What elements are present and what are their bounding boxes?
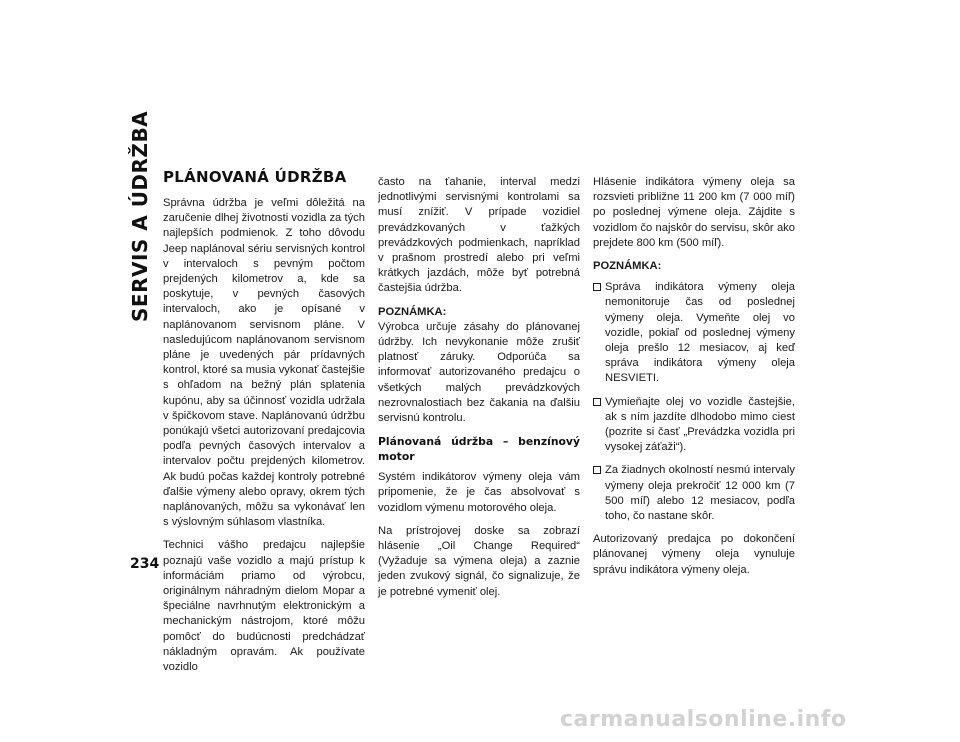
paragraph: Autorizovaný predajca po dokončení plánovanej výmeny oleja vynuluje správu indikátora výmeny oleja. — [593, 533, 795, 576]
paragraph: Hlásenie indikátora výmeny oleja sa rozsvieti približne 11 200 km (7 000 míľ) po poslednej výmene oleja. Zájdite s vozidlom čo najskôr do servisu, skôr ako prejdete 800 km (500 míľ). — [593, 176, 795, 249]
watermark: carmanualsonline.info — [560, 707, 847, 732]
paragraph: Správna údržba je veľmi dôležitá na zaručenie dlhej životnosti vozidla za tých najlepších podmienok. Z toho dôvodu Jeep naplánoval sériu servisných kontrol v intervaloch s pevným počtom prejdených kilometrov a, kde sa poskytuje, v pevných časových intervaloch, ako je opísané v naplánovanom servisnom pláne. V nasledujúcom naplánovanom servisnom pláne je uvedených pár prídavných kontrol, ktoré sa musia vykonať častejšie s ohľadom na bežný plán splatenia kupónu, aby sa účinnosť vozidla udržala v špičkovom stave. Naplánovanú údržbu ponúkajú všetci autorizovaní predajcovia podľa pevných časových intervalov a intervalov počtu prejdených kilometrov. Ak budú počas každej kontroly potrebné ďalšie výmeny alebo opravy, okrem tých naplánovaných, môžu sa vykonávať len s výslovným súhlasom vlastníka. — [163, 197, 365, 529]
note-text: Výrobca určuje zásahy do plánovanej údržby. Ich nevykonanie môže zrušiť platnosť záruky. Odporúča sa informovať autorizovaného predajcu o všetkých malých prevádzkových nezrovnalostiach bez čakania na ďalšiu servisnú kontrolu. — [378, 320, 580, 425]
page-title: PLÁNOVANÁ ÚDRŽBA — [163, 168, 347, 186]
column-2 — [378, 175, 580, 608]
list-item-text: Správa indikátora výmeny oleja nemonitoruje čas od poslednej výmeny oleja. Vymeňte olej vo vozidle, pokiaľ od poslednej výmeny oleja prešlo 12 mesiacov, aj keď správa indikátora výmeny oleja NESVIETI. — [605, 281, 795, 385]
list-item-text: Vymieňajte olej vo vozidle častejšie, ak s ním jazdíte dlhodobo mimo ciest (pozrite si časť „Prevádzka vozidla pri vysokej záťaži“). — [605, 395, 795, 454]
paragraph: Na prístrojovej doske sa zobrazí hlásenie „Oil Change Required“ (Vyžaduje sa výmena oleja) a zaznie jeden zvukový signál, čo signalizuje, že je potrebné vymeniť olej. — [378, 524, 580, 598]
section-side-title: SERVIS A ÚDRŽBA — [128, 110, 152, 322]
list-item — [593, 463, 795, 524]
note-title: POZNÁMKA: — [593, 260, 662, 273]
checkbox-square-icon — [593, 283, 601, 291]
column-3 — [593, 175, 795, 586]
list-item — [593, 280, 795, 386]
page-number: 234 — [130, 556, 160, 572]
checkbox-square-icon — [593, 398, 601, 406]
note-title: POZNÁMKA: — [378, 305, 447, 318]
column-1 — [163, 168, 365, 683]
list-item — [593, 395, 795, 456]
section-subtitle: Plánovaná údržba – benzínový motor — [378, 435, 580, 464]
note-bullet-list — [593, 280, 795, 524]
paragraph: Technici vášho predajcu najlepšie poznajú vaše vozidlo a majú prístup k informáciám priamo od výrobcu, originálnym náhradným dielom Mopar a špeciálne navrhnutým elektronickým a mechanickým nástrojom, ktoré môžu pomôcť do budúcnosti predchádzať nákladným opravám. Ak používate vozidlo — [163, 539, 365, 674]
paragraph: často na ťahanie, interval medzi jednotlivými servisnými kontrolami sa musí znížiť. V prípade vozidiel prevádzkovaných v ťažkých prevádzkových podmienkach, napríklad v prašnom prostredí alebo pri veľmi krátkych jazdách, môže byť potrebná častejšia údržba. — [378, 176, 580, 295]
list-item-text: Za žiadnych okolností nesmú intervaly výmeny oleja prekročiť 12 000 km (7 500 míľ) alebo 12 mesiacov, podľa toho, čo nastane skôr. — [605, 464, 795, 523]
checkbox-square-icon — [593, 466, 601, 474]
paragraph: Systém indikátorov výmeny oleja vám pripomenie, že je čas absolvovať s vozidlom výmenu motorového oleja. — [378, 471, 580, 514]
